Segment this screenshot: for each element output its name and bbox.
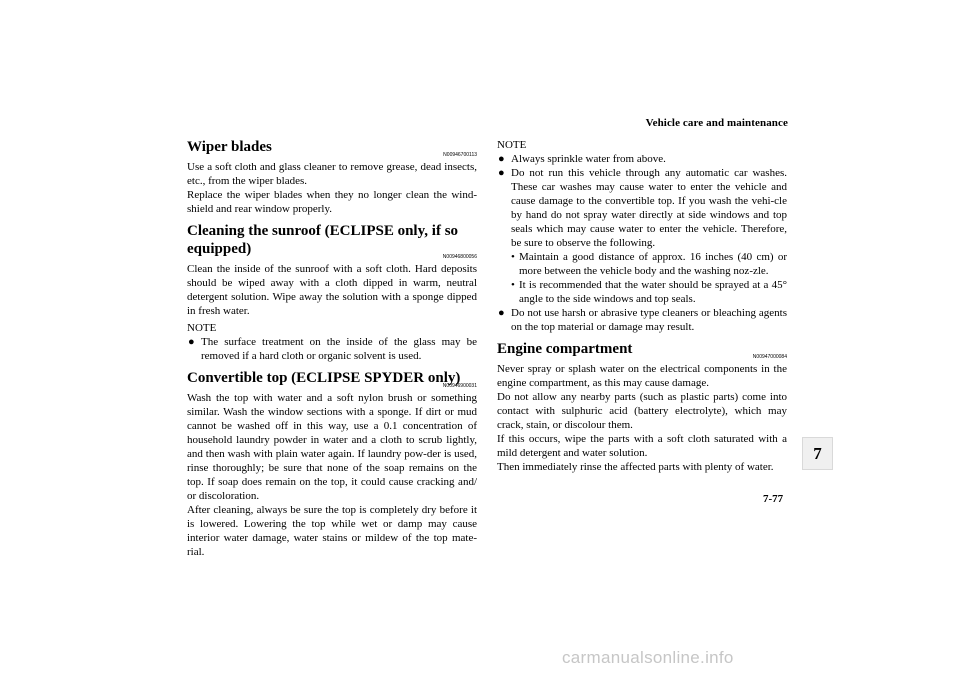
bullet-dot-icon: ● <box>498 307 505 319</box>
paragraph: Never spray or splash water on the electrical components in the engine compartment, as this may cause damage. <box>497 363 787 389</box>
note-bullet <box>497 306 787 334</box>
paragraph: Wash the top with water and a soft nylon brush or something similar. Wash the window sections with a sponge. If dirt or mud cannot be washed off in this way, use a 0.1 concentration of household laundry powder in water and a cloth to scrub lightly, and then wash with plain water again. If laundry pow-der is used, rinse thoroughly; be sure that none of the soap remains on the top. If soap does remain on the top, it could cause cracking and/ or discoloration. <box>187 392 477 502</box>
section-code: N00946900031 <box>442 383 477 389</box>
bullet-dot-icon: ● <box>498 167 505 179</box>
page-number: 7-77 <box>763 493 784 505</box>
section-code: N00946800056 <box>442 254 477 260</box>
paragraph: Do not allow any nearby parts (such as plastic parts) come into contact with sulphuric acid (battery electrolyte), which may crack, stain, or discolour them. <box>497 391 787 431</box>
running-header: Vehicle care and maintenance <box>645 117 788 129</box>
paragraph: After cleaning, always be sure the top is completely dry before it is lowered. Lowering the top while wet or damp may cause interior water damage, water stains or mildew of the top mate-rial. <box>187 504 477 558</box>
watermark: carmanualsonline.info <box>562 648 734 667</box>
bullet-dot-icon: ● <box>188 336 195 348</box>
note-bullet-text: Always sprinkle water from above. <box>511 153 666 165</box>
bullet-dot-icon: ● <box>498 153 505 165</box>
paragraph: Clean the inside of the sunroof with a soft cloth. Hard deposits should be wiped away with a cloth dipped in warm, neutral detergent solution. Wipe away the solution with a sponge dipped in fresh water. <box>187 263 477 317</box>
note-label: NOTE <box>187 322 217 334</box>
note-bullet-text: The surface treatment on the inside of the glass may be removed if a hard cloth or organic solvent is used. <box>201 336 477 362</box>
sub-bullet-text: It is recommended that the water should be sprayed at a 45° angle to the side windows and top seals. <box>519 279 787 305</box>
sub-bullet <box>497 278 787 306</box>
note-label: NOTE <box>497 139 527 151</box>
paragraph: Replace the wiper blades when they no longer clean the wind-shield and rear window properly. <box>187 189 477 215</box>
note-bullet <box>497 166 787 250</box>
note-bullet-text: Do not use harsh or abrasive type cleaners or bleaching agents on the top material or damage may result. <box>511 307 787 333</box>
small-bullet-icon: • <box>511 279 515 291</box>
right-column <box>497 138 787 474</box>
sub-bullet-text: Maintain a good distance of approx. 16 inches (40 cm) or more between the vehicle body and the washing noz-zle. <box>519 251 787 277</box>
chapter-tab: 7 <box>802 437 833 470</box>
paragraph: Use a soft cloth and glass cleaner to remove grease, dead insects, etc., from the wiper blades. <box>187 161 477 187</box>
note-bullet <box>187 335 477 363</box>
note-bullet <box>497 152 787 166</box>
sub-bullet <box>497 250 787 278</box>
section-title-engine-compartment: Engine compartment <box>497 341 633 357</box>
section-title-sunroof: Cleaning the sunroof (ECLIPSE only, if so equipped) <box>187 223 459 257</box>
section-title-convertible-top: Convertible top (ECLIPSE SPYDER only) <box>187 370 461 386</box>
left-column <box>187 138 477 559</box>
section-code: N00947000084 <box>752 354 787 360</box>
paragraph: Then immediately rinse the affected parts with plenty of water. <box>497 461 774 473</box>
section-code: N00946700113 <box>443 152 477 158</box>
paragraph: If this occurs, wipe the parts with a soft cloth saturated with a mild detergent and water solution. <box>497 433 787 459</box>
small-bullet-icon: • <box>511 251 515 263</box>
section-title-wiper-blades: Wiper blades <box>187 139 272 155</box>
note-bullet-text: Do not run this vehicle through any automatic car washes. These car washes may cause water to enter the vehicle and cause damage to the convertible top. If you wash the vehi-cle by hand do not spray water directly at side windows and top seals which may cause water to enter the vehicle. Therefore, be sure to observe the following. <box>511 167 787 249</box>
